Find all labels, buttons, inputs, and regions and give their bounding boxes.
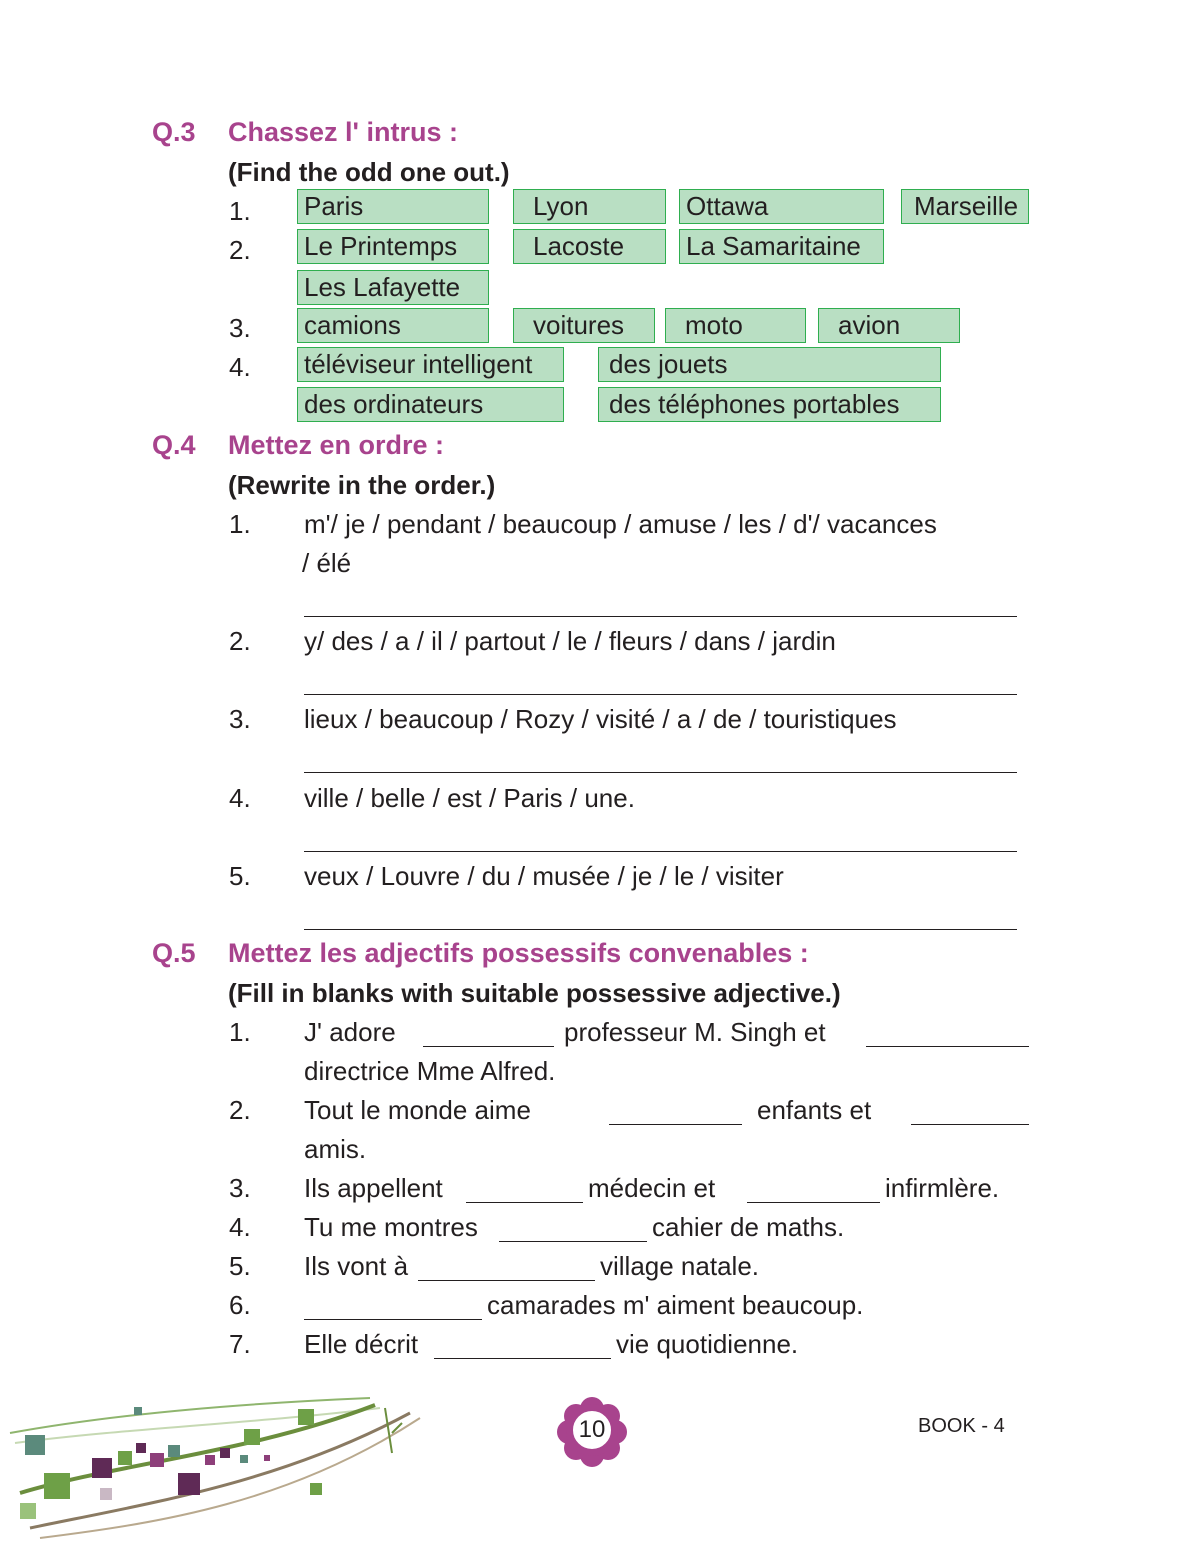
q3-word-box: des téléphones portables: [598, 387, 941, 422]
q4-item-1-number: 1.: [229, 509, 251, 539]
q3-word-box: moto: [665, 308, 806, 343]
q3-word-box: Les Lafayette: [297, 270, 489, 305]
q3-item-2-number: 2.: [229, 235, 251, 265]
fill-blank[interactable]: [609, 1124, 742, 1125]
q3-number: Q.3: [152, 117, 196, 147]
fill-blank[interactable]: [434, 1358, 611, 1359]
q5-item-1-text: professeur M. Singh et: [564, 1017, 826, 1047]
q4-title: Mettez en ordre :: [228, 430, 445, 460]
answer-line[interactable]: [304, 772, 1017, 773]
q3-word-box: camions: [297, 308, 489, 343]
q5-item-6-number: 6.: [229, 1290, 251, 1320]
q3-word-box: Marseille: [901, 189, 1029, 224]
fill-blank[interactable]: [304, 1319, 482, 1320]
q3-subtitle: (Find the odd one out.): [228, 157, 510, 187]
q3-item-3-number: 3.: [229, 313, 251, 343]
fill-blank[interactable]: [911, 1124, 1029, 1125]
fill-blank[interactable]: [418, 1280, 595, 1281]
fill-blank[interactable]: [423, 1046, 554, 1047]
fill-blank[interactable]: [747, 1202, 880, 1203]
fill-blank[interactable]: [466, 1202, 583, 1203]
q4-subtitle: (Rewrite in the order.): [228, 470, 496, 500]
q5-item-7-text: vie quotidienne.: [616, 1329, 799, 1359]
q3-word-box: La Samaritaine: [679, 229, 884, 264]
q4-item-1-text: m'/ je / pendant / beaucoup / amuse / les / d'/ vacances: [304, 509, 937, 539]
q3-word-box: téléviseur intelligent: [297, 347, 564, 382]
q3-word-box: Le Printemps: [297, 229, 489, 264]
fill-blank[interactable]: [499, 1241, 647, 1242]
answer-line[interactable]: [304, 616, 1017, 617]
q3-word-box: Ottawa: [679, 189, 884, 224]
q3-title: Chassez l' intrus :: [228, 117, 458, 147]
q5-item-5-number: 5.: [229, 1251, 251, 1281]
q5-item-1-text-continued: directrice Mme Alfred.: [304, 1056, 556, 1086]
q4-item-5-number: 5.: [229, 861, 251, 891]
q5-item-6-text: camarades m' aiment beaucoup.: [487, 1290, 864, 1320]
q5-item-3-text: médecin et: [588, 1173, 716, 1203]
q3-word-box: Lacoste: [513, 229, 666, 264]
q3-item-4-number: 4.: [229, 352, 251, 382]
q4-item-5-text: veux / Louvre / du / musée / je / le / visiter: [304, 861, 784, 891]
q5-item-4-number: 4.: [229, 1212, 251, 1242]
q5-item-5-text: village natale.: [600, 1251, 759, 1281]
q3-word-box: voitures: [513, 308, 655, 343]
q5-item-3-text: infirmlère.: [885, 1173, 1000, 1203]
page-number: 10: [566, 1404, 618, 1456]
q5-item-3-text: Ils appellent: [304, 1173, 443, 1203]
q5-item-4-text: Tu me montres: [304, 1212, 478, 1242]
q4-item-3-number: 3.: [229, 704, 251, 734]
q5-item-1-text: J' adore: [304, 1017, 396, 1047]
q5-item-1-number: 1.: [229, 1017, 251, 1047]
q5-item-7-number: 7.: [229, 1329, 251, 1359]
answer-line[interactable]: [304, 929, 1017, 930]
q5-item-2-text-continued: amis.: [304, 1134, 367, 1164]
q4-item-4-number: 4.: [229, 783, 251, 813]
q5-item-2-text: Tout le monde aime: [304, 1095, 531, 1125]
q4-item-3-text: lieux / beaucoup / Rozy / visité / a / de / touristiques: [304, 704, 897, 734]
q3-word-box: Paris: [297, 189, 489, 224]
q5-item-2-text: enfants et: [757, 1095, 872, 1125]
q5-item-5-text: Ils vont à: [304, 1251, 409, 1281]
q5-item-3-number: 3.: [229, 1173, 251, 1203]
decorative-vine-ornament: [0, 1393, 430, 1543]
q4-number: Q.4: [152, 430, 196, 460]
fill-blank[interactable]: [866, 1046, 1029, 1047]
q3-word-box: des ordinateurs: [297, 387, 564, 422]
answer-line[interactable]: [304, 851, 1017, 852]
q5-title: Mettez les adjectifs possessifs convenables :: [228, 938, 809, 968]
q3-word-box: avion: [818, 308, 960, 343]
q5-item-2-number: 2.: [229, 1095, 251, 1125]
q5-number: Q.5: [152, 938, 196, 968]
q3-item-1-number: 1.: [229, 196, 251, 226]
answer-line[interactable]: [304, 694, 1017, 695]
q5-item-7-text: Elle décrit: [304, 1329, 419, 1359]
q5-subtitle: (Fill in blanks with suitable possessive adjective.): [228, 978, 841, 1008]
q4-item-4-text: ville / belle / est / Paris / une.: [304, 783, 635, 813]
q3-word-box: Lyon: [513, 189, 666, 224]
q5-item-4-text: cahier de maths.: [652, 1212, 845, 1242]
book-label: BOOK - 4: [918, 1415, 1005, 1437]
q4-item-2-number: 2.: [229, 626, 251, 656]
q4-item-1-text-continued: / élé: [302, 548, 352, 578]
q4-item-2-text: y/ des / a / il / partout / le / fleurs / dans / jardin: [304, 626, 836, 656]
q3-word-box: des jouets: [598, 347, 941, 382]
